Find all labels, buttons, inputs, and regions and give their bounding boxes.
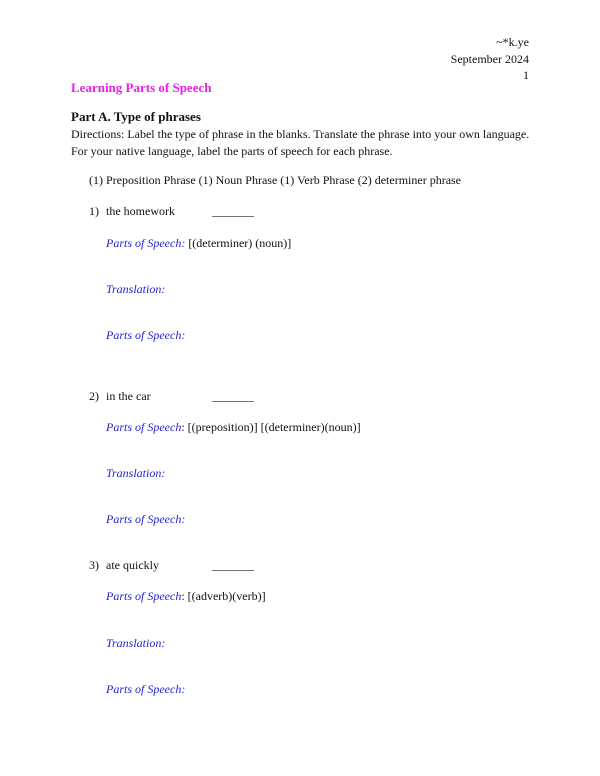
item-phrase: in the car — [106, 389, 151, 403]
item-1-parts-of-speech — [106, 236, 291, 251]
author-name: ~*k.ye — [496, 35, 529, 49]
parts-of-speech-label: Parts of Speech — [106, 420, 182, 434]
exercise-item-3 — [89, 558, 529, 573]
item-phrase: ate quickly — [106, 558, 159, 572]
parts-of-speech-value: [(determiner) (noun)] — [185, 236, 292, 250]
page-number: 1 — [523, 68, 529, 82]
item-3-native-parts-of-speech-label: Parts of Speech: — [106, 682, 186, 696]
item-2-native-parts-of-speech-label: Parts of Speech: — [106, 512, 186, 526]
item-number: 2) — [89, 389, 99, 403]
exercise-item-2 — [89, 389, 529, 404]
answer-blank[interactable]: _______ — [212, 389, 254, 403]
item-2-parts-of-speech — [106, 420, 361, 435]
item-phrase: the homework — [106, 204, 175, 218]
parts-of-speech-label: Parts of Speech — [106, 589, 182, 603]
document-date: September 2024 — [450, 52, 529, 66]
parts-of-speech-label: Parts of Speech: — [106, 236, 186, 250]
answer-blank[interactable]: _______ — [212, 204, 254, 218]
item-2-translation-label: Translation: — [106, 466, 166, 480]
part-a-heading: Part A. Type of phrases — [71, 109, 201, 124]
document-title: Learning Parts of Speech — [71, 80, 212, 95]
exercise-item-1 — [89, 204, 529, 219]
part-a-directions: Directions: Label the type of phrase in the blanks. Translate the phrase into your own language. For your native language, label the parts of speech for each phrase. — [71, 127, 530, 158]
item-3-translation-label: Translation: — [106, 636, 166, 650]
parts-of-speech-value: : [(adverb)(verb)] — [181, 589, 266, 603]
item-1-native-parts-of-speech-label: Parts of Speech: — [106, 328, 186, 342]
answer-blank[interactable]: _______ — [212, 558, 254, 572]
item-3-parts-of-speech — [106, 589, 266, 604]
item-1-translation-label: Translation: — [106, 282, 166, 296]
item-number: 3) — [89, 558, 99, 572]
parts-of-speech-value: : [(preposition)] [(determiner)(noun)] — [181, 420, 361, 434]
phrase-type-legend: (1) Preposition Phrase (1) Noun Phrase (1) Verb Phrase (2) determiner phrase — [89, 173, 462, 187]
item-number: 1) — [89, 204, 99, 218]
